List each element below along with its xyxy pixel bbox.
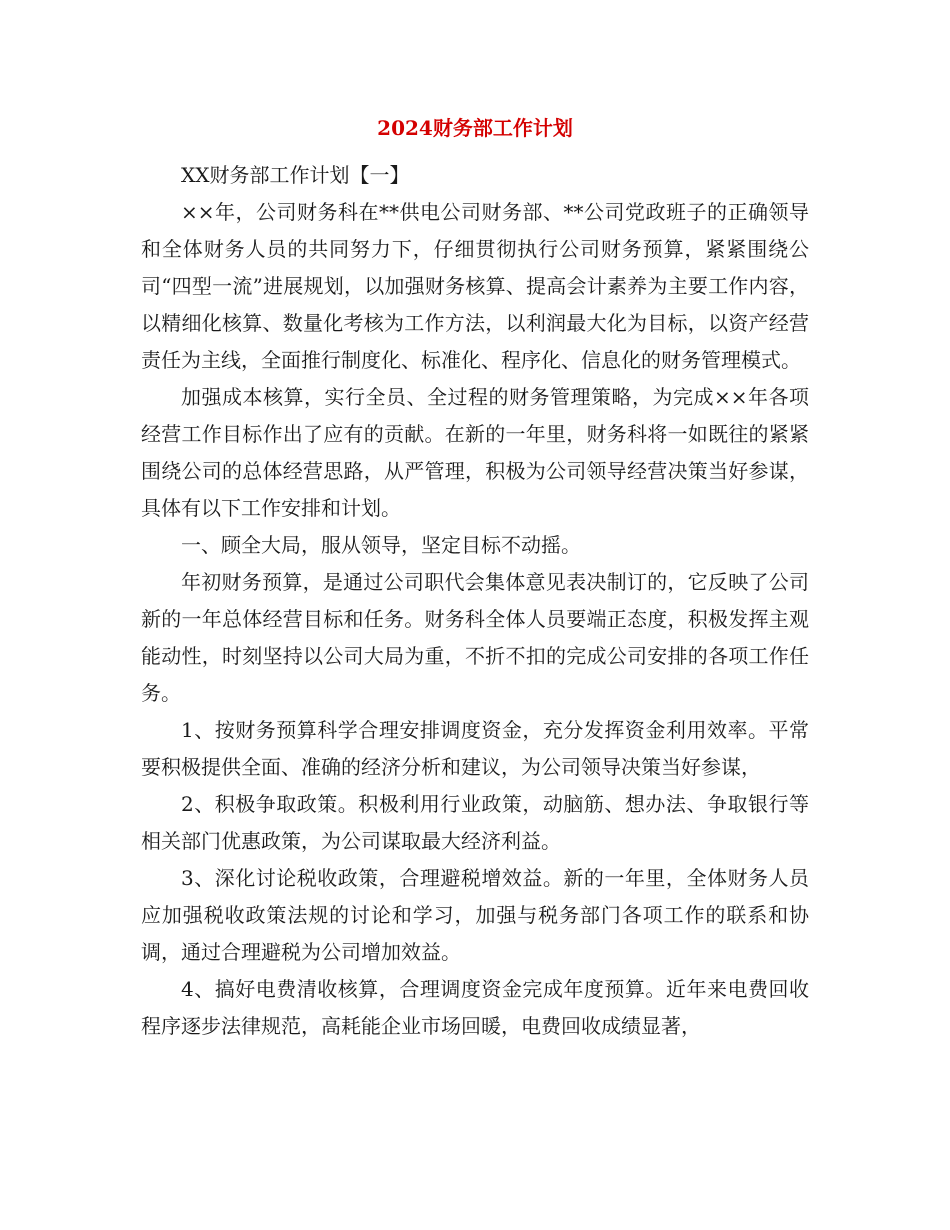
paragraph: ××年，公司财务科在**供电公司财务部、**公司党政班子的正确领导和全体财务人员的共同努力下，仔细贯彻执行公司财务预算，紧紧围绕公司“四型一流”进展规划，以加强财务核算、提高会计素养为主要工作内容，以精细化核算、数量化考核为工作方法，以利润最大化为目标，以资产经营责任为主线，全面推行制度化、标准化、程序化、信息化的财务管理模式。 xyxy=(141,200,809,372)
list-item: 4、搞好电费清收核算，合理调度资金完成年度预算。近年来电费回收程序逐步法律规范，高耗能企业市场回暖，电费回收成绩显著， xyxy=(141,977,809,1038)
section-heading: XX财务部工作计划【一】 xyxy=(181,163,410,187)
list-item: 2、积极争取政策。积极利用行业政策，动脑筋、想办法、争取银行等相关部门优惠政策，为公司谋取最大经济利益。 xyxy=(141,792,809,853)
list-item: 1、按财务预算科学合理安排调度资金，充分发挥资金利用效率。平常要积极提供全面、准确的经济分析和建议，为公司领导决策当好参谋， xyxy=(141,718,809,779)
list-item: 3、深化讨论税收政策，合理避税增效益。新的一年里，全体财务人员应加强税收政策法规的讨论和学习，加强与税务部门各项工作的联系和协调，通过合理避税为公司增加效益。 xyxy=(141,866,809,964)
paragraph: 加强成本核算，实行全员、全过程的财务管理策略，为完成××年各项经营工作目标作出了应有的贡献。在新的一年里，财务科将一如既往的紧紧围绕公司的总体经营思路，从严管理，积极为公司领导经营决策当好参谋，具体有以下工作安排和计划。 xyxy=(141,385,809,520)
subheading: 一、顾全大局，服从领导，坚定目标不动摇。 xyxy=(181,533,581,557)
document-title: 2024财务部工作计划 xyxy=(377,116,573,140)
document-body xyxy=(141,157,809,1045)
paragraph: 年初财务预算，是通过公司职代会集体意见表决制订的，它反映了公司新的一年总体经营目标和任务。财务科全体人员要端正态度，积极发挥主观能动性，时刻坚持以公司大局为重，不折不扣的完成公司安排的各项工作任务。 xyxy=(141,570,809,705)
